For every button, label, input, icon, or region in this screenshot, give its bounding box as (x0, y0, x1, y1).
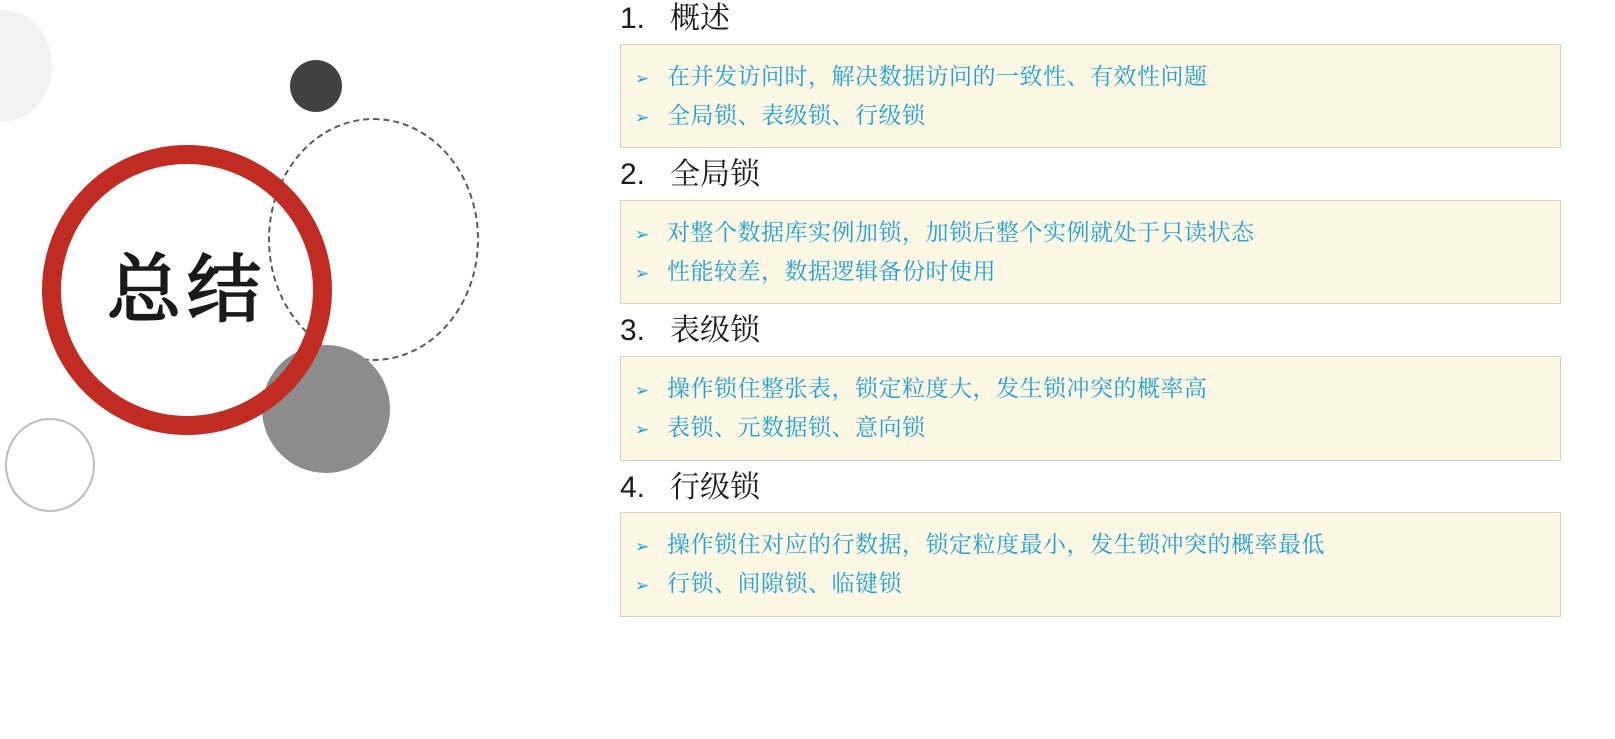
section-2-title: 全局锁 (670, 158, 760, 192)
section-3-bullet-1: 操作锁住整张表，锁定粒度大，发生锁冲突的概率高 (667, 374, 1208, 401)
section-4-title: 行级锁 (670, 470, 760, 504)
section-1-number: 1. (620, 2, 646, 35)
section-4-bullet-1: 操作锁住对应的行数据，锁定粒度最小，发生锁冲突的概率最低 (667, 531, 1325, 558)
list-item (621, 564, 1560, 603)
section-2-bullet-1: 对整个数据库实例加锁，加锁后整个实例就处于只读状态 (667, 218, 1255, 245)
list-item (621, 57, 1560, 96)
list-item (621, 369, 1560, 408)
light-blob-shape (0, 10, 52, 122)
list-item (621, 252, 1560, 291)
section-2 (620, 158, 1615, 304)
section-3 (620, 314, 1615, 460)
decorative-panel (0, 0, 620, 739)
arrow-bullet-icon: ➢ (635, 68, 650, 88)
list-item (621, 96, 1560, 135)
arrow-bullet-icon: ➢ (635, 380, 650, 400)
section-2-bullet-2: 性能较差，数据逻辑备份时使用 (667, 258, 996, 285)
section-2-box (620, 200, 1561, 305)
list-item (621, 213, 1560, 252)
arrow-bullet-icon: ➢ (635, 224, 650, 244)
section-4-box (620, 512, 1561, 617)
section-3-title: 表级锁 (670, 314, 760, 348)
arrow-bullet-icon: ➢ (635, 107, 650, 127)
dark-dot-shape (290, 60, 342, 112)
section-4-number: 4. (620, 470, 646, 504)
section-1-title: 概述 (670, 2, 730, 35)
section-4 (620, 471, 1615, 617)
section-3-box (620, 356, 1561, 461)
arrow-bullet-icon: ➢ (635, 264, 650, 284)
section-1-bullet-2: 全局锁、表级锁、行级锁 (667, 101, 926, 128)
list-item (621, 525, 1560, 564)
arrow-bullet-icon: ➢ (635, 576, 650, 596)
section-1-box (620, 44, 1561, 149)
slide-title: 总结 (107, 248, 267, 331)
content-panel (620, 0, 1615, 739)
list-item (621, 408, 1560, 447)
arrow-bullet-icon: ➢ (635, 537, 650, 557)
section-2-number: 2. (620, 158, 646, 192)
section-4-heading (620, 471, 1615, 513)
section-3-number: 3. (620, 314, 646, 348)
section-2-heading (620, 158, 1615, 200)
section-3-bullet-2: 表锁、元数据锁、意向锁 (667, 414, 926, 441)
section-1-heading (620, 2, 1615, 44)
arrow-bullet-icon: ➢ (635, 420, 650, 440)
section-4-bullet-2: 行锁、间隙锁、临键锁 (667, 570, 902, 597)
section-3-heading (620, 314, 1615, 356)
section-1-bullet-1: 在并发访问时，解决数据访问的一致性、有效性问题 (667, 62, 1208, 89)
section-1 (620, 2, 1615, 148)
